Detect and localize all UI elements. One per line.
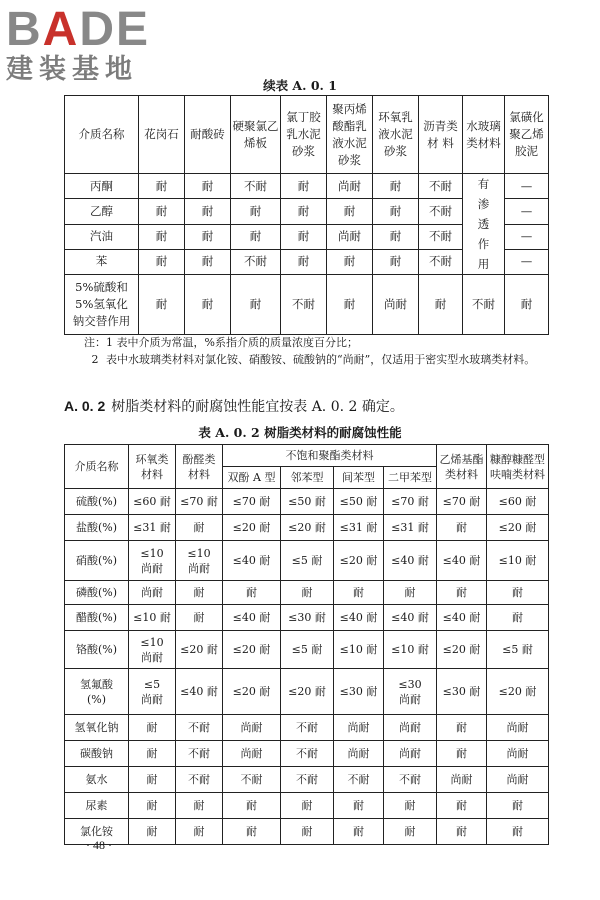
t2-cell: 耐 <box>129 715 176 741</box>
t1-cell: 耐 <box>327 199 373 224</box>
t2-medium-cell: 醋酸(%) <box>65 605 129 631</box>
t2-cell: ≤20 耐 <box>487 515 549 541</box>
table2-body <box>65 489 549 845</box>
t2-cell: ≤5 耐 <box>281 631 334 669</box>
t2-cell: 尚耐 <box>384 715 437 741</box>
table-a02-resin <box>64 444 549 845</box>
t2-cell: ≤70 耐 <box>437 489 487 515</box>
t2-header-unsaturated-polyester: 不饱和聚酯类材料 <box>223 445 437 467</box>
section-text: 树脂类材料的耐腐蚀性能宜按表 A. 0. 2 确定。 <box>111 399 404 415</box>
t2-cell: 耐 <box>129 741 176 767</box>
table-row <box>65 489 549 515</box>
t1-cell: 耐 <box>373 174 419 199</box>
t1-cell: 耐 <box>231 224 281 249</box>
table-row <box>65 631 549 669</box>
t1-header-9: 氯磺化聚乙烯胶泥 <box>505 96 549 174</box>
table-row <box>65 767 549 793</box>
t1-cell: 耐 <box>373 224 419 249</box>
t2-header-xylene: 二甲苯型 <box>384 467 437 489</box>
t2-cell: 不耐 <box>334 767 384 793</box>
t2-cell: ≤20 耐 <box>281 669 334 715</box>
t1-cell: 耐 <box>505 275 549 335</box>
t2-cell: 耐 <box>334 793 384 819</box>
t2-cell: ≤70 耐 <box>176 489 223 515</box>
t2-cell: ≤40 耐 <box>223 541 281 581</box>
t2-cell: 尚耐 <box>223 741 281 767</box>
t1-cell: 不耐 <box>231 249 281 274</box>
table-notes <box>84 334 554 368</box>
t2-cell: ≤30 耐 <box>281 605 334 631</box>
t1-header-3: 硬聚氯乙烯板 <box>231 96 281 174</box>
t2-cell: ≤10 尚耐 <box>129 541 176 581</box>
t2-header-furan: 糠醇糠醛型 呋喃类材料 <box>487 445 549 489</box>
t2-cell: ≤5 尚耐 <box>129 669 176 715</box>
t2-cell: 不耐 <box>176 715 223 741</box>
t1-cell: 耐 <box>281 199 327 224</box>
t2-cell: ≤40 耐 <box>176 669 223 715</box>
t2-cell: ≤60 耐 <box>487 489 549 515</box>
t1-cell: 不耐 <box>419 249 463 274</box>
table-row <box>65 515 549 541</box>
t2-cell: 耐 <box>384 581 437 605</box>
t2-cell: ≤70 耐 <box>223 489 281 515</box>
t2-cell: ≤10 耐 <box>334 631 384 669</box>
t2-cell: 不耐 <box>176 767 223 793</box>
t1-cell: 不耐 <box>231 174 281 199</box>
t2-cell: 尚耐 <box>384 741 437 767</box>
t2-cell: 耐 <box>437 581 487 605</box>
table-row <box>65 174 549 199</box>
t1-header-6: 环氧乳液水泥砂浆 <box>373 96 419 174</box>
t1-cell: 耐 <box>373 249 419 274</box>
t1-cell: 不耐 <box>281 275 327 335</box>
t2-cell: ≤30 耐 <box>437 669 487 715</box>
t2-medium-cell: 碳酸钠 <box>65 741 129 767</box>
t2-cell: 尚耐 <box>334 741 384 767</box>
page-number: · 48 · <box>86 838 112 852</box>
brand-logo <box>6 3 176 86</box>
t1-cell: 耐 <box>281 249 327 274</box>
t2-cell: 耐 <box>129 793 176 819</box>
t2-cell: ≤50 耐 <box>334 489 384 515</box>
t2-cell: 耐 <box>334 819 384 845</box>
t2-cell: 耐 <box>281 819 334 845</box>
t2-cell: ≤40 耐 <box>334 605 384 631</box>
t2-medium-cell: 氢氟酸 (%) <box>65 669 129 715</box>
t1-header-8: 水玻璃类材料 <box>463 96 505 174</box>
t1-medium-cell: 苯 <box>65 249 139 274</box>
t2-cell: ≤20 耐 <box>223 515 281 541</box>
t2-medium-cell: 磷酸(%) <box>65 581 129 605</box>
t1-header-7: 沥青类材 料 <box>419 96 463 174</box>
t1-cell: 耐 <box>185 224 231 249</box>
table-row <box>65 715 549 741</box>
t2-cell: ≤70 耐 <box>384 489 437 515</box>
t2-cell: 耐 <box>281 581 334 605</box>
t2-cell: ≤20 耐 <box>223 669 281 715</box>
t2-cell: 耐 <box>437 741 487 767</box>
t2-cell: ≤30 尚耐 <box>384 669 437 715</box>
t1-header-2: 耐酸砖 <box>185 96 231 174</box>
note-2: 2 表中水玻璃类材料对氯化铵、硝酸铵、硫酸钠的“尚耐”，仅适用于密实型水玻璃类材料。 <box>91 353 536 366</box>
t1-cell: 耐 <box>185 249 231 274</box>
t2-cell: 不耐 <box>176 741 223 767</box>
t2-cell: 尚耐 <box>334 715 384 741</box>
t2-cell: 不耐 <box>384 767 437 793</box>
t2-cell: ≤40 耐 <box>384 541 437 581</box>
t1-cell: 耐 <box>139 199 185 224</box>
t1-cell: — <box>505 174 549 199</box>
table-row <box>65 541 549 581</box>
t2-cell: 耐 <box>281 793 334 819</box>
t1-cell: — <box>505 199 549 224</box>
t2-cell: 耐 <box>129 767 176 793</box>
section-number: A. 0. 2 <box>64 398 106 414</box>
t2-cell: 耐 <box>129 819 176 845</box>
t2-medium-cell: 铬酸(%) <box>65 631 129 669</box>
table1-header <box>65 96 549 174</box>
t2-header-epoxy: 环氧类 材料 <box>129 445 176 489</box>
t2-cell: 耐 <box>487 581 549 605</box>
logo-wordmark: BADE <box>6 3 151 56</box>
table-row <box>65 669 549 715</box>
t2-cell: 尚耐 <box>487 741 549 767</box>
t2-header-iso: 间苯型 <box>334 467 384 489</box>
t2-cell: ≤20 耐 <box>176 631 223 669</box>
t2-cell: ≤40 耐 <box>437 605 487 631</box>
t2-cell: 不耐 <box>281 715 334 741</box>
t1-cell: 尚耐 <box>327 224 373 249</box>
t1-cell: 耐 <box>185 199 231 224</box>
t2-cell: ≤31 耐 <box>384 515 437 541</box>
logo-subtitle: 建装基地 <box>6 54 138 85</box>
t2-cell: 耐 <box>437 715 487 741</box>
table-row <box>65 605 549 631</box>
t2-cell: 耐 <box>437 819 487 845</box>
t1-cell: 耐 <box>231 275 281 335</box>
t2-medium-cell: 尿素 <box>65 793 129 819</box>
t2-cell: ≤10 尚耐 <box>176 541 223 581</box>
t2-cell: ≤10 耐 <box>129 605 176 631</box>
t2-cell: 尚耐 <box>437 767 487 793</box>
t1-cell: — <box>505 249 549 274</box>
t2-cell: 耐 <box>223 581 281 605</box>
t2-cell: ≤31 耐 <box>334 515 384 541</box>
t2-medium-cell: 硝酸(%) <box>65 541 129 581</box>
t2-cell: 耐 <box>176 581 223 605</box>
t1-cell: 耐 <box>139 275 185 335</box>
t2-cell: ≤20 耐 <box>223 631 281 669</box>
t1-cell: 耐 <box>139 249 185 274</box>
t2-cell: 耐 <box>176 793 223 819</box>
table-row <box>65 793 549 819</box>
t1-medium-cell: 汽油 <box>65 224 139 249</box>
t2-cell: 耐 <box>487 605 549 631</box>
t2-cell: 耐 <box>487 793 549 819</box>
t2-header-bisphenol-a: 双酚 A 型 <box>223 467 281 489</box>
t2-cell: ≤20 耐 <box>334 541 384 581</box>
t2-cell: 耐 <box>334 581 384 605</box>
t2-cell: 不耐 <box>223 767 281 793</box>
t1-medium-cell: 乙醇 <box>65 199 139 224</box>
t2-cell: 耐 <box>176 819 223 845</box>
t1-medium-cell: 丙酮 <box>65 174 139 199</box>
table-row <box>65 581 549 605</box>
t1-cell: 不耐 <box>419 174 463 199</box>
t2-cell: ≤31 耐 <box>129 515 176 541</box>
t1-cell: 尚耐 <box>327 174 373 199</box>
t2-header-vinyl-ester: 乙烯基酯 类材料 <box>437 445 487 489</box>
t2-cell: 耐 <box>437 515 487 541</box>
t2-cell: 耐 <box>176 515 223 541</box>
t2-cell: 耐 <box>223 819 281 845</box>
t2-header-phenolic: 酚醛类 材料 <box>176 445 223 489</box>
t2-cell: 耐 <box>384 819 437 845</box>
table-row <box>65 741 549 767</box>
t1-cell: 耐 <box>419 275 463 335</box>
t2-cell: 耐 <box>384 793 437 819</box>
t1-cell: 不耐 <box>463 275 505 335</box>
t2-cell: 耐 <box>176 605 223 631</box>
t1-cell: 耐 <box>281 224 327 249</box>
table-a01-continued <box>64 95 549 335</box>
t2-header-medium: 介质名称 <box>65 445 129 489</box>
t2-cell: ≤10 耐 <box>487 541 549 581</box>
t1-cell: 耐 <box>185 174 231 199</box>
note-1: 注：1 表中介质为常温，%系指介质的质量浓度百分比； <box>84 336 358 349</box>
t1-cell: 耐 <box>327 275 373 335</box>
t1-header-0: 介质名称 <box>65 96 139 174</box>
t2-cell: 耐 <box>223 793 281 819</box>
t2-cell: ≤40 耐 <box>437 541 487 581</box>
t1-cell: 耐 <box>327 249 373 274</box>
t1-cell: 耐 <box>281 174 327 199</box>
t2-cell: ≤40 耐 <box>223 605 281 631</box>
t1-cell: 不耐 <box>419 199 463 224</box>
section-a02-paragraph <box>64 396 404 416</box>
t2-medium-cell: 氯化铵 <box>65 819 129 845</box>
t2-cell: ≤60 耐 <box>129 489 176 515</box>
t1-cell: 尚耐 <box>373 275 419 335</box>
t2-cell: ≤20 耐 <box>487 669 549 715</box>
t2-medium-cell: 盐酸(%) <box>65 515 129 541</box>
t2-cell: ≤20 耐 <box>437 631 487 669</box>
t2-cell: 不耐 <box>281 767 334 793</box>
t1-header-1: 花岗石 <box>139 96 185 174</box>
t2-cell: ≤50 耐 <box>281 489 334 515</box>
t2-cell: 尚耐 <box>223 715 281 741</box>
t2-cell: 尚耐 <box>487 767 549 793</box>
t2-cell: ≤40 耐 <box>384 605 437 631</box>
t1-cell: 耐 <box>373 199 419 224</box>
t2-cell: ≤5 耐 <box>487 631 549 669</box>
t2-cell: ≤5 耐 <box>281 541 334 581</box>
t2-cell: 不耐 <box>281 741 334 767</box>
t1-cell: 不耐 <box>419 224 463 249</box>
table1-body <box>65 174 549 335</box>
table2-header <box>65 445 549 489</box>
t1-medium-cell: 5%硫酸和 5%氢氧化 钠交替作用 <box>65 275 139 335</box>
table1-caption: 续表 A. 0. 1 <box>263 78 337 93</box>
t2-medium-cell: 氨水 <box>65 767 129 793</box>
t2-cell: ≤20 耐 <box>281 515 334 541</box>
table-row <box>65 819 549 845</box>
t2-cell: ≤30 耐 <box>334 669 384 715</box>
t2-header-ortho: 邻苯型 <box>281 467 334 489</box>
t1-cell: 耐 <box>139 174 185 199</box>
t1-cell: 耐 <box>139 224 185 249</box>
t2-cell: 耐 <box>437 793 487 819</box>
t2-cell: 耐 <box>487 819 549 845</box>
t2-medium-cell: 氢氧化钠 <box>65 715 129 741</box>
t2-cell: ≤10 耐 <box>384 631 437 669</box>
t2-medium-cell: 硫酸(%) <box>65 489 129 515</box>
t1-cell: — <box>505 224 549 249</box>
t1-cell: 耐 <box>185 275 231 335</box>
t1-cell: 耐 <box>231 199 281 224</box>
t2-cell: 尚耐 <box>487 715 549 741</box>
t2-cell: 尚耐 <box>129 581 176 605</box>
t2-cell: ≤10 尚耐 <box>129 631 176 669</box>
t1-header-4: 氯丁胶乳水泥砂浆 <box>281 96 327 174</box>
table2-caption: 表 A. 0. 2 树脂类材料的耐腐蚀性能 <box>198 425 402 440</box>
t1-merged-shuiboli-cell: 有 渗 透 作 用 <box>463 174 505 275</box>
t1-header-5: 聚丙烯酸酯乳液水泥砂浆 <box>327 96 373 174</box>
table-row <box>65 275 549 335</box>
